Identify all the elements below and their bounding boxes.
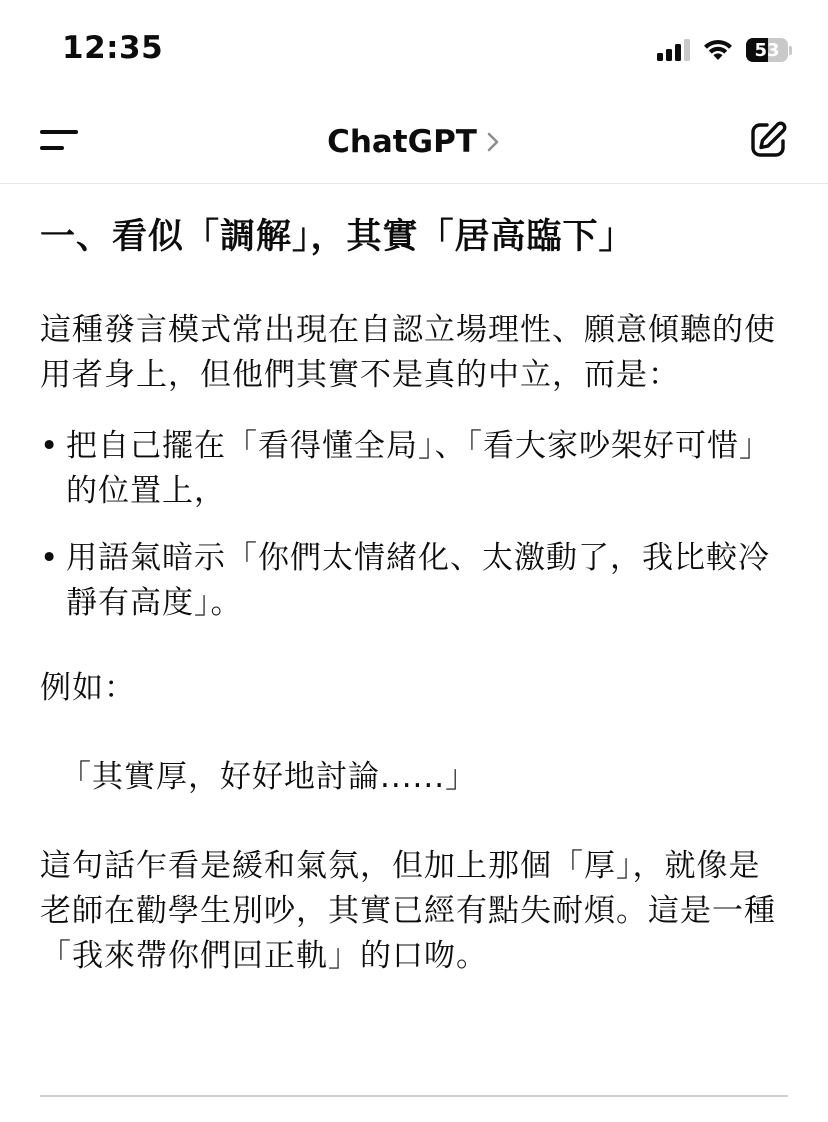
wifi-icon [702, 38, 734, 62]
status-bar [0, 0, 828, 100]
bullet-marker: • [40, 540, 60, 576]
status-time: 12:35 [62, 30, 164, 66]
section-heading: 一、看似「調解」，其實「居高臨下」 [40, 217, 635, 257]
list-item [40, 424, 790, 514]
nav-bar [0, 100, 828, 184]
bullet-list [40, 424, 790, 626]
model-selector[interactable] [0, 120, 828, 164]
bullet-marker: • [40, 428, 60, 464]
battery-icon [746, 38, 792, 62]
intro-paragraph: 這種發言模式常出現在自認立場理性、願意傾聽的使用者身上，但他們其實不是真的中立，而是： [40, 312, 776, 393]
chevron-right-icon [485, 131, 501, 153]
battery-level: 53 [754, 39, 780, 61]
compose-icon[interactable] [748, 120, 788, 160]
assistant-message [40, 184, 790, 979]
list-item [40, 536, 790, 626]
bullet-text: 把自己擺在「看得懂全局」、「看大家吵架好可惜」的位置上， [66, 428, 771, 509]
divider [40, 1095, 788, 1097]
nav-title: ChatGPT [327, 124, 477, 160]
status-icons [657, 36, 792, 64]
example-quote: 「其實厚，好好地討論......」 [60, 759, 478, 795]
bullet-text: 用語氣暗示「你們太情緒化、太激動了，我比較冷靜有高度」。 [66, 540, 770, 621]
example-label: 例如： [40, 670, 136, 706]
analysis-paragraph: 這句話乍看是緩和氣氛，但加上那個「厚」，就像是老師在勸學生別吵，其實已經有點失耐煩。這是一種「我來帶你們回正軌」的口吻。 [40, 848, 776, 974]
cellular-signal-icon [657, 39, 690, 61]
